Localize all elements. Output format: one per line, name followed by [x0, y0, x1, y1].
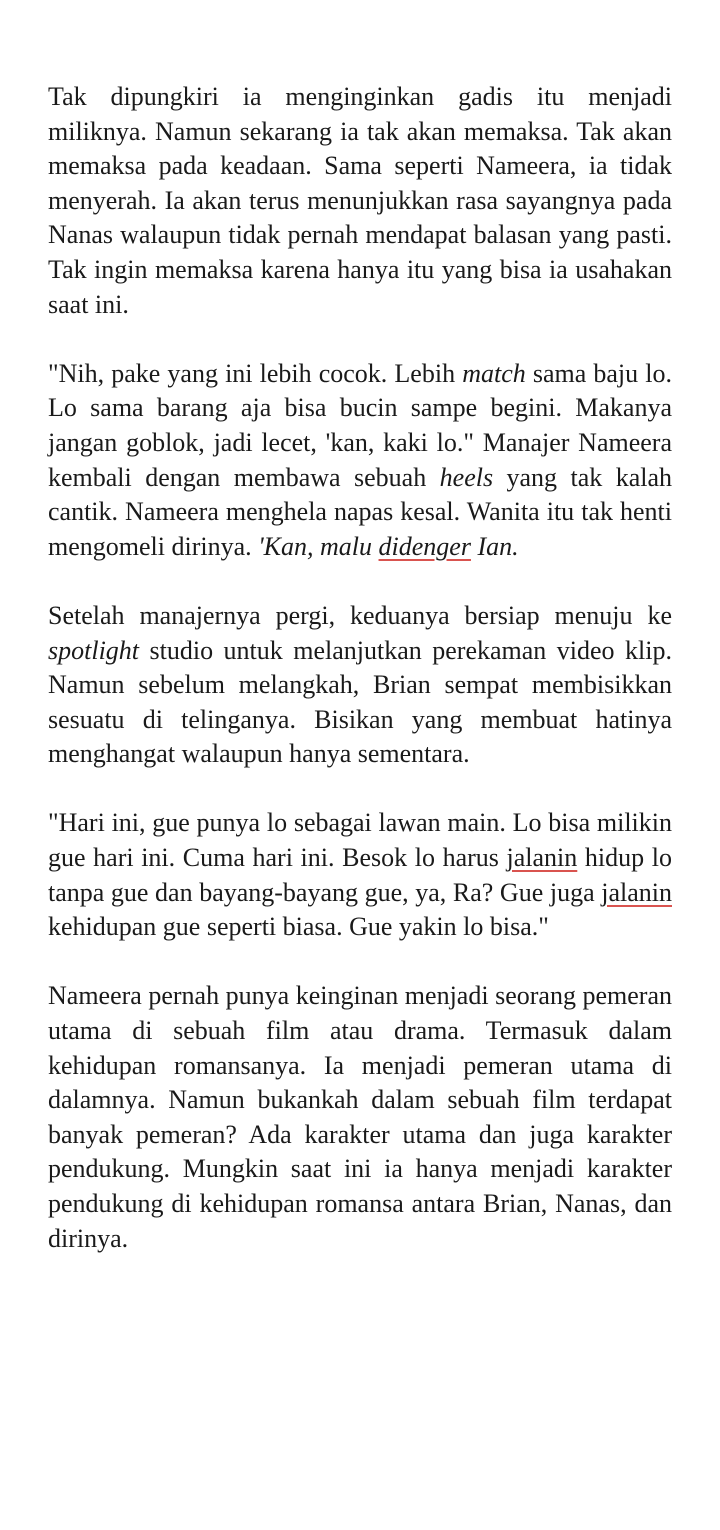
- italic-term-spotlight: spotlight: [48, 635, 140, 665]
- paragraph-text: Tak dipungkiri ia menginginkan gadis itu menjadi miliknya. Namun sekarang ia tak akan memaksa. Tak akan memaksa pada keadaan. Sama seperti Nameera, ia tidak menyerah. Ia akan terus menunjukkan rasa sayangnya pada Nanas walaupun tidak pernah mendapat balasan yang pasti. Tak ingin memaksa karena hanya itu yang bisa ia usahakan saat ini.: [48, 82, 672, 319]
- paragraph-1: [48, 80, 672, 322]
- paragraph-text: Nameera pernah punya keinginan menjadi seorang pemeran utama di sebuah film atau drama. Termasuk dalam kehidupan romansanya. Ia menjadi pemeran utama di dalamnya. Namun bukankah dalam sebuah film terdapat banyak pemeran? Ada karakter utama dan juga karakter pendukung. Mungkin saat ini ia hanya menjadi karakter pendukung di kehidupan romansa antara Brian, Nanas, dan dirinya.: [48, 981, 672, 1253]
- inner-thought-text: 'Kan, malu: [258, 531, 379, 561]
- paragraph-text: Setelah manajernya pergi, keduanya bersiap menuju ke: [48, 600, 672, 630]
- paragraph-5: [48, 979, 672, 1256]
- reading-page: [48, 80, 672, 1256]
- paragraph-4: [48, 806, 672, 944]
- paragraph-text: kehidupan gue seperti biasa. Gue yakin lo bisa.": [48, 912, 549, 942]
- paragraph-3: [48, 599, 672, 772]
- spellcheck-word-didenger[interactable]: didenger: [378, 531, 471, 561]
- paragraph-2: [48, 357, 672, 565]
- inner-thought-text: Ian.: [470, 531, 519, 561]
- spellcheck-word-jalanin[interactable]: jalanin: [506, 843, 578, 873]
- paragraph-text: sama baju lo. Lo sama barang aja bisa bucin sampe begini. Makanya jangan goblok, jadi lecet, 'kan, kaki lo." Manajer Nameera kembali dengan membawa sebuah: [48, 358, 672, 492]
- paragraph-text: "Hari ini, gue punya lo sebagai lawan main. Lo bisa milikin gue hari ini. Cuma hari ini. Besok lo harus: [48, 808, 672, 873]
- paragraph-text: "Nih, pake yang ini lebih cocok. Lebih: [48, 358, 463, 388]
- italic-term-match: match: [462, 358, 526, 388]
- paragraph-text: yang tak kalah cantik. Nameera menghela napas kesal. Wanita itu tak henti mengomeli dirinya.: [48, 462, 673, 561]
- spellcheck-word-jalanin[interactable]: jalanin: [601, 877, 672, 907]
- italic-term-heels: heels: [439, 462, 494, 492]
- paragraph-text: studio untuk melanjutkan perekaman video klip. Namun sebelum melangkah, Brian sempat membisikkan sesuatu di telinganya. Bisikan yang membuat hatinya menghangat walaupun hanya sementara.: [48, 635, 672, 769]
- paragraph-text: hidup lo tanpa gue dan bayang-bayang gue, ya, Ra? Gue juga: [48, 843, 672, 907]
- inner-thought: [258, 532, 519, 561]
